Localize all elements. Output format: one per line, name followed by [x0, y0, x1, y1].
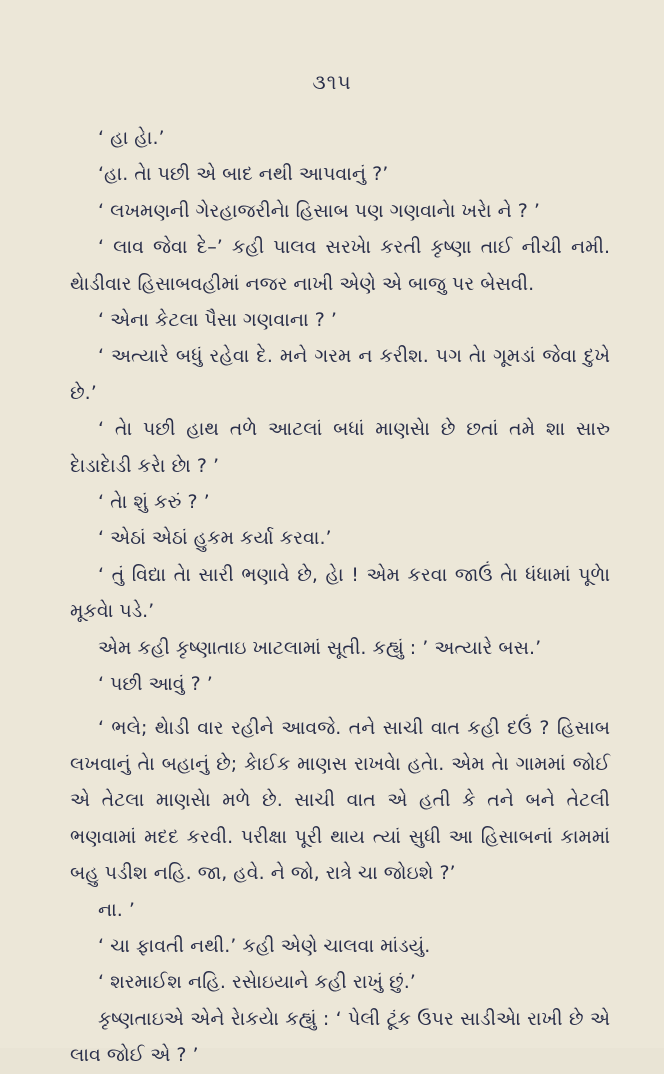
page-body-text	[70, 120, 610, 1074]
paragraph: ના. ’	[98, 898, 135, 921]
page-number: ૩૧૫	[312, 70, 352, 94]
paragraph: ‘ હા હેા.’	[98, 127, 165, 149]
paragraph: ‘ તું વિદ્યા તેા સારી ભણાવે છે, હેા ! એમ કરવા જાઉં તેા ધંધામાં પૂળેા મૂકવેા પડે.’	[70, 563, 610, 623]
paragraph: ‘ તેા પછી હાથ તળે આટલાં બધાં માણસેા છે છતાં તમે શા સારુ દેાડાદેાડી કરેા છેા ? ’	[70, 418, 610, 477]
paragraph: ‘હા. તેા પછી એ બાદ નથી આપવાનું ?’	[98, 163, 389, 186]
paragraph: ‘ એઠાં એઠાં હુકમ કર્યા કરવા.’	[98, 527, 332, 550]
paragraph: ‘ પછી આવું ? ’	[98, 673, 213, 696]
paragraph: કૃષ્ણતાઇએ એને રેાકયેા કહ્યું : ‘ પેલી ટૂંક ઉપર સાડીએા રાખી છે એ લાવ જોઈ એ ? ’	[70, 1007, 610, 1067]
paragraph: ‘ અત્યારે બધું રહેવા દે. મને ગરમ ન કરીશ. પગ તેા ગૂમડાં જેવા દુખે છે.’	[70, 345, 610, 404]
paragraph: ‘ ચા ફાવતી નથી.’ કહી એણે ચાલવા માંડયું.	[98, 934, 431, 957]
paragraph: ‘ લાવ જેવા દે–’ કહી પાલવ સરખેા કરતી કૃષ્ણા તાઈ નીચી નમી. થેાડીવાર હિસાબવહીમાં નજર નાખી એણે એ બાજુ પર બેસવી.	[70, 236, 610, 295]
paragraph: ‘ એના કેટલા પૈસા ગણવાના ? ’	[98, 309, 337, 332]
paragraph: ‘ ભલે; થેાડી વાર રહીને આવજે. તને સાચી વાત કહી દઉં ? હિસાબ લખવાનું તેા બહાનું છે; કેાઈક માણસ રાખવેા હતેા. એમ તેા ગામમાં જોઈ એ તેટલા માણસેા મળે છે. સાચી વાત એ હતી કે તને બને તેટલી ભણવામાં મદદ કરવી. પરીક્ષા પૂરી થાય ત્યાં સુધી આ હિસાબનાં કામમાં બહુ પડીશ નહિ. જા, હવે. ને જો, રાત્રે ચા જોઇશે ?’	[70, 716, 610, 885]
paragraph: ‘ શરમાઈશ નહિ. રસેાઇયાને કહી રાખું છું.’	[98, 971, 416, 994]
paragraph: એમ કહી કૃષ્ણાતાઇ ખાટલામાં સૂતી. કહ્યું : ’ અત્યારે બસ.’	[98, 636, 542, 659]
paragraph: ‘ લખમણની ગેરહાજરીનેા હિસાબ પણ ગણવાનેા ખરેા ને ? ’	[98, 199, 540, 222]
paragraph: ‘ તેા શું કરું ? ’	[98, 491, 210, 514]
